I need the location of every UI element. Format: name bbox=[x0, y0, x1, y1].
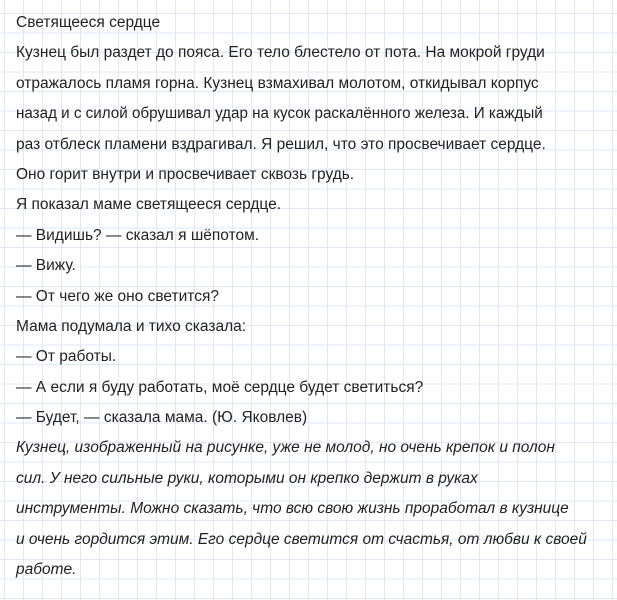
paragraph-line: назад и с силой обрушивал удар на кусок раскалённого железа. И каждый bbox=[16, 105, 543, 123]
dialogue-line: — Видишь? — сказал я шёпотом. bbox=[16, 226, 260, 244]
dialogue-line: — Будет, — сказала мама. (Ю. Яковлев) bbox=[16, 409, 308, 427]
story-paragraph bbox=[16, 38, 611, 190]
paragraph-line: Оно горит внутри и просвечивает сквозь грудь. bbox=[16, 165, 355, 183]
dialogue-block bbox=[16, 342, 611, 433]
story-title: Светящееся сердце bbox=[16, 14, 161, 31]
paragraph-line: Кузнец был раздет до пояса. Его тело блестело от пота. На мокрой груди bbox=[16, 44, 545, 62]
answer-line: работе. bbox=[16, 561, 77, 579]
dialogue-line: — Вижу. bbox=[16, 257, 76, 275]
dialogue-line: — А если я буду работать, моё сердце будет светиться? bbox=[16, 378, 424, 396]
answer-line: и очень гордится этим. Его сердце светится от счастья, от любви к своей bbox=[16, 530, 587, 548]
paragraph-line: отражалось пламя горна. Кузнец взмахивал молотом, откидывал корпус bbox=[16, 74, 539, 92]
answer-line: инструменты. Можно сказать, что всю свою жизнь проработал в кузнице bbox=[16, 500, 569, 518]
dialogue-block bbox=[16, 221, 611, 312]
dialogue-line: — От чего же оно светится? bbox=[16, 287, 219, 305]
document bbox=[16, 8, 611, 585]
narration-line: Мама подумала и тихо сказала: bbox=[16, 317, 247, 335]
paragraph-line: раз отблеск пламени вздрагивал. Я решил, что это просвечивает сердце. bbox=[16, 135, 546, 153]
answer-line: Кузнец, изображенный на рисунке, уже не молод, но очень крепок и полон bbox=[16, 439, 555, 457]
dialogue-line: — От работы. bbox=[16, 348, 117, 366]
narration-line: Я показал маме светящееся сердце. bbox=[16, 196, 282, 214]
answer-line: сил. У него сильные руки, которыми он крепко держит в руках bbox=[16, 469, 478, 487]
answer-paragraph bbox=[16, 433, 611, 585]
